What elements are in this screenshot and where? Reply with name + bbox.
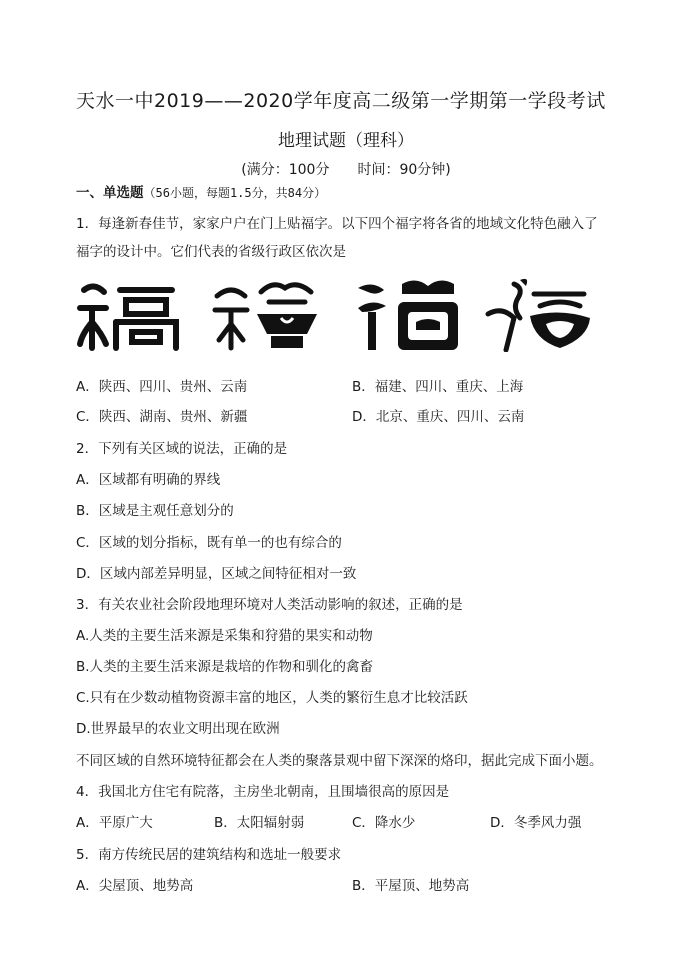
fu-image-2: [211, 278, 321, 352]
q1-option-d: D．北京、重庆、四川、云南: [352, 409, 525, 425]
fu-image-1: [76, 278, 186, 352]
fu-image-4: [484, 278, 594, 352]
q1-option-a: A．陕西、四川、贵州、云南: [76, 379, 248, 395]
q3-stem: 3．有关农业社会阶段地理环境对人类活动影响的叙述，正确的是: [76, 597, 463, 613]
section-heading-note: （56小题，每题1.5分，共84分）: [143, 186, 327, 200]
q3-option-d: D.世界最早的农业文明出现在欧洲: [76, 721, 280, 737]
q4-option-d: D．冬季风力强: [490, 815, 582, 831]
section-heading-label: 一、单选题: [76, 185, 144, 201]
q5-option-a: A．尖屋顶、地势高: [76, 878, 194, 894]
fu-character-images: [76, 278, 596, 352]
exam-title: 天水一中2019——2020学年度高二级第一学期第一学段考试: [76, 90, 606, 112]
q2-option-a: A．区域都有明确的界线: [76, 472, 221, 488]
q4-option-a: A．平原广大: [76, 815, 153, 831]
q4-stem: 4．我国北方住宅有院落，主房坐北朝南，且围墙很高的原因是: [76, 784, 450, 800]
q2-stem: 2．下列有关区域的说法，正确的是: [76, 441, 288, 457]
section-heading: [76, 181, 326, 201]
q5-option-b: B．平屋顶、地势高: [352, 878, 470, 894]
fu-image-3: [354, 278, 464, 352]
q1-stem-line2: 福字的设计中。它们代表的省级行政区依次是: [76, 244, 346, 260]
q3-option-a: A.人类的主要生活来源是采集和狩猎的果实和动物: [76, 628, 373, 644]
q2-option-d: D．区域内部差异明显，区域之间特征相对一致: [76, 566, 357, 582]
q4-option-b: B．太阳辐射弱: [214, 815, 305, 831]
q3-option-c: C.只有在少数动植物资源丰富的地区，人类的繁衍生息才比较活跃: [76, 690, 468, 706]
exam-subtitle: 地理试题（理科）: [278, 131, 414, 151]
q1-option-c: C．陕西、湖南、贵州、新疆: [76, 409, 248, 425]
passage-text: 不同区域的自然环境特征都会在人类的聚落景观中留下深深的烙印，据此完成下面小题。: [76, 753, 603, 769]
q5-stem: 5．南方传统民居的建筑结构和选址一般要求: [76, 847, 342, 863]
q4-option-c: C．降水少: [352, 815, 416, 831]
exam-meta: (满分：100分 时间：90分钟): [241, 162, 451, 178]
q2-option-b: B．区域是主观任意划分的: [76, 503, 234, 519]
q1-option-b: B．福建、四川、重庆、上海: [352, 379, 524, 395]
q3-option-b: B.人类的主要生活来源是栽培的作物和驯化的禽畜: [76, 659, 374, 675]
q2-option-c: C．区域的划分指标，既有单一的也有综合的: [76, 535, 342, 551]
q1-stem-line1: 1．每逢新春佳节，家家户户在门上贴福字。以下四个福字将各省的地域文化特色融入了: [76, 216, 598, 232]
